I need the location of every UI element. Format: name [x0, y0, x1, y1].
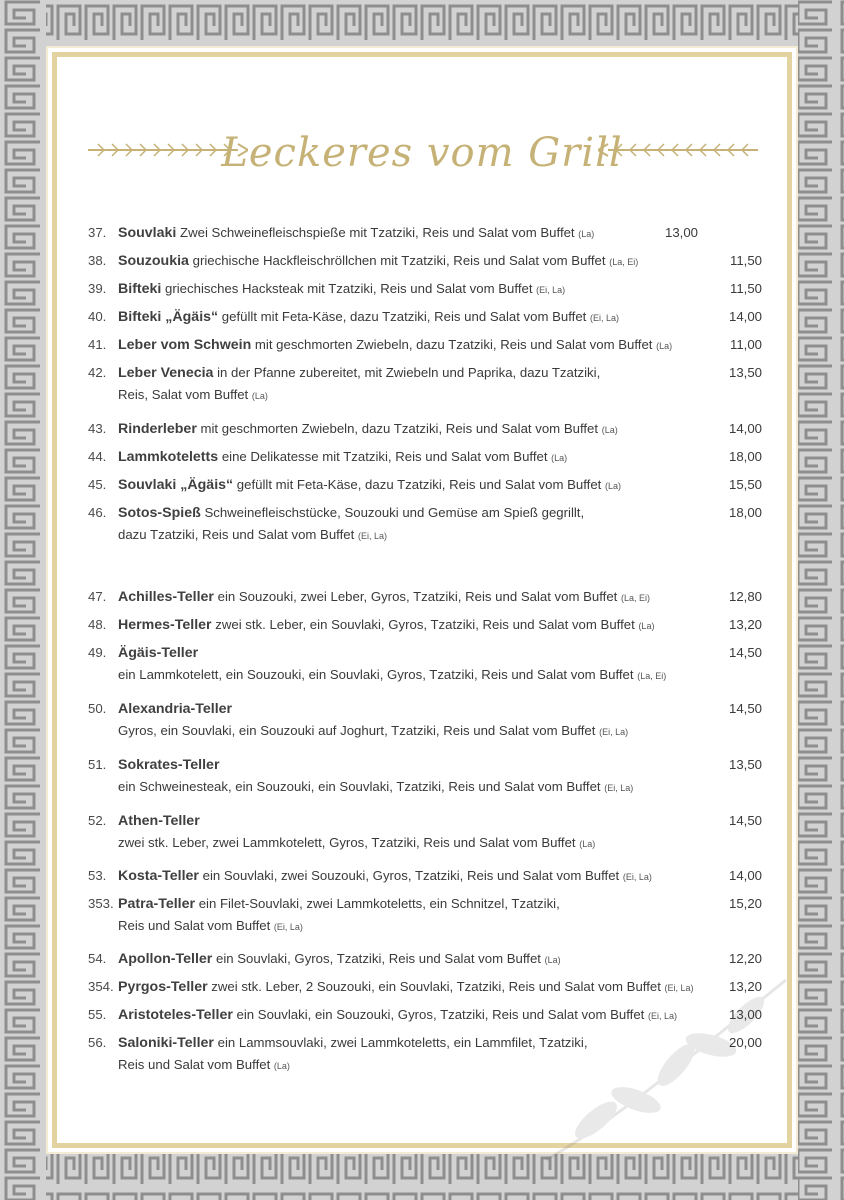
item-description-line2: zwei stk. Leber, zwei Lammkotelett, Gyros, Tzatziki, Reis und Salat vom Buffet [118, 835, 576, 850]
item-number: 45. [88, 477, 107, 492]
item-price: 15,50 [728, 477, 762, 492]
item-description-line2: Gyros, ein Souvlaki, ein Souzouki auf Joghurt, Tzatziki, Reis und Salat vom Buffet [118, 723, 596, 738]
menu-item [88, 642, 762, 687]
item-number: 40. [88, 309, 107, 324]
item-name: Athen-Teller [118, 813, 200, 829]
item-name: Apollon-Teller [118, 951, 213, 967]
item-name: Hermes-Teller [118, 617, 212, 633]
item-allergens: (Ei, La) [604, 783, 634, 793]
item-price: 11,50 [729, 253, 762, 268]
item-description: Schweinefleischstücke, Souzouki und Gemüse am Spieß gegrillt, [204, 505, 585, 520]
item-allergens: (La, Ei) [609, 257, 639, 267]
menu-item [88, 250, 762, 273]
item-allergens: (Ei, La) [622, 872, 652, 882]
item-allergens: (La) [638, 621, 655, 631]
item-allergens: (Ei, La) [357, 531, 387, 541]
item-number: 37. [88, 225, 107, 240]
menu-item [88, 976, 762, 999]
item-description-line2: Reis und Salat vom Buffet [118, 1057, 271, 1072]
menu-item [88, 474, 762, 497]
item-number: 51. [88, 757, 107, 772]
menu-item [88, 865, 762, 888]
menu-item [88, 893, 762, 938]
arrow-ornament-left-icon [88, 140, 248, 160]
item-number: 46. [88, 505, 107, 520]
item-name: Rinderleber [118, 421, 197, 437]
menu-item [88, 502, 762, 547]
item-number: 43. [88, 421, 107, 436]
item-description: eine Delikatesse mit Tzatziki, Reis und Salat vom Buffet [221, 449, 548, 464]
item-description: mit geschmorten Zwiebeln, dazu Tzatziki, Reis und Salat vom Buffet [200, 421, 599, 436]
item-price: 14,50 [728, 701, 762, 716]
item-allergens: (Ei, La) [536, 285, 566, 295]
menu-item [88, 1004, 762, 1027]
item-allergens: (La) [551, 453, 568, 463]
item-description: zwei stk. Leber, 2 Souzouki, ein Souvlaki, Tzatziki, Reis und Salat vom Buffet [211, 979, 661, 994]
item-price: 14,00 [728, 421, 762, 436]
item-name: Ägäis-Teller [118, 645, 199, 661]
item-name: Souzoukia [118, 253, 189, 269]
menu-item [88, 446, 762, 469]
item-description: zwei stk. Leber, ein Souvlaki, Gyros, Tzatziki, Reis und Salat vom Buffet [215, 617, 635, 632]
item-name: Souvlaki [118, 225, 177, 241]
item-allergens: (La, Ei) [621, 593, 651, 603]
item-allergens: (Ei, La) [648, 1011, 678, 1021]
item-description: griechisches Hacksteak mit Tzatziki, Reis und Salat vom Buffet [165, 281, 533, 296]
item-price: 14,00 [728, 868, 762, 883]
item-description: ein Souvlaki, zwei Souzouki, Gyros, Tzatziki, Reis und Salat vom Buffet [202, 868, 620, 883]
menu-item [88, 362, 762, 407]
item-price: 12,80 [728, 589, 762, 604]
menu-item [88, 306, 762, 329]
item-description-line2: dazu Tzatziki, Reis und Salat vom Buffet [118, 527, 355, 542]
item-name: Bifteki „Ägäis“ [118, 309, 219, 325]
item-number: 47. [88, 589, 107, 604]
item-price: 13,20 [728, 979, 762, 994]
item-description: gefüllt mit Feta-Käse, dazu Tzatziki, Reis und Salat vom Buffet [236, 477, 602, 492]
menu-item [88, 222, 698, 245]
item-allergens: (La) [273, 1061, 290, 1071]
item-allergens: (La) [605, 481, 622, 491]
item-name: Lammkoteletts [118, 449, 219, 465]
item-description: mit geschmorten Zwiebeln, dazu Tzatziki, Reis und Salat vom Buffet [254, 337, 653, 352]
menu-item [88, 278, 762, 301]
item-price: 15,20 [728, 896, 762, 911]
item-price: 13,20 [728, 617, 762, 632]
item-name: Souvlaki „Ägäis“ [118, 477, 234, 493]
item-price: 11,00 [729, 337, 762, 352]
menu-item [88, 334, 762, 357]
item-price: 13,00 [664, 225, 698, 240]
item-name: Pyrgos-Teller [118, 979, 208, 995]
menu-item [88, 754, 762, 799]
item-price: 20,00 [728, 1035, 762, 1050]
item-description-line2: ein Schweinesteak, ein Souzouki, ein Souvlaki, Tzatziki, Reis und Salat vom Buffet [118, 779, 601, 794]
item-name: Aristoteles-Teller [118, 1007, 233, 1023]
item-allergens: (La) [579, 839, 596, 849]
item-description: in der Pfanne zubereitet, mit Zwiebeln und Paprika, dazu Tzatziki, [217, 365, 601, 380]
item-name: Kosta-Teller [118, 868, 199, 884]
menu-item [88, 614, 762, 637]
item-allergens: (La) [578, 229, 595, 239]
item-allergens: (Ei, La) [599, 727, 629, 737]
item-name: Leber vom Schwein [118, 337, 252, 353]
arrow-ornament-right-icon [598, 140, 758, 160]
item-description: ein Filet-Souvlaki, zwei Lammkoteletts, ein Schnitzel, Tzatziki, [198, 896, 560, 911]
item-description: Zwei Schweinefleischspieße mit Tzatziki, Reis und Salat vom Buffet [180, 225, 575, 240]
item-price: 14,50 [728, 645, 762, 660]
item-price: 18,00 [728, 505, 762, 520]
item-number: 50. [88, 701, 107, 716]
item-allergens: (La, Ei) [637, 671, 667, 681]
item-number: 54. [88, 951, 107, 966]
item-number: 52. [88, 813, 107, 828]
item-description: ein Souvlaki, Gyros, Tzatziki, Reis und Salat vom Buffet [216, 951, 541, 966]
item-allergens: (La) [656, 341, 673, 351]
item-price: 14,50 [728, 813, 762, 828]
item-name: Bifteki [118, 281, 162, 297]
item-price: 14,00 [728, 309, 762, 324]
item-price: 12,20 [728, 951, 762, 966]
item-description-line2: ein Lammkotelett, ein Souzouki, ein Souvlaki, Gyros, Tzatziki, Reis und Salat vom Buffet [118, 667, 634, 682]
menu-item [88, 1032, 762, 1077]
menu-item [88, 418, 762, 441]
item-number: 55. [88, 1007, 107, 1022]
item-number: 44. [88, 449, 107, 464]
item-number: 56. [88, 1035, 107, 1050]
item-allergens: (La) [251, 391, 268, 401]
item-number: 353. [88, 896, 114, 911]
item-number: 38. [88, 253, 107, 268]
item-number: 49. [88, 645, 107, 660]
item-number: 42. [88, 365, 107, 380]
item-name: Achilles-Teller [118, 589, 214, 605]
item-price: 13,50 [728, 365, 762, 380]
item-number: 39. [88, 281, 107, 296]
menu-item [88, 586, 762, 609]
page-title: Leckeres vom Grill [221, 130, 623, 176]
item-description: ein Souzouki, zwei Leber, Gyros, Tzatziki, Reis und Salat vom Buffet [217, 589, 618, 604]
item-price: 13,50 [728, 757, 762, 772]
item-description-line2: Reis, Salat vom Buffet [118, 387, 249, 402]
item-allergens: (Ei, La) [590, 313, 620, 323]
item-number: 48. [88, 617, 107, 632]
item-name: Patra-Teller [118, 896, 196, 912]
item-number: 53. [88, 868, 107, 883]
item-name: Leber Venecia [118, 365, 214, 381]
item-name: Saloniki-Teller [118, 1035, 214, 1051]
item-description: griechische Hackfleischröllchen mit Tzatziki, Reis und Salat vom Buffet [192, 253, 606, 268]
item-price: 18,00 [728, 449, 762, 464]
item-price: 11,50 [729, 281, 762, 296]
menu-item [88, 948, 762, 971]
item-name: Sokrates-Teller [118, 757, 220, 773]
item-price: 13,00 [728, 1007, 762, 1022]
item-allergens: (La) [601, 425, 618, 435]
item-allergens: (Ei, La) [664, 983, 694, 993]
menu-item [88, 810, 762, 855]
item-allergens: (La) [544, 955, 561, 965]
item-description-line2: Reis und Salat vom Buffet [118, 918, 271, 933]
item-number: 41. [88, 337, 107, 352]
item-allergens: (Ei, La) [273, 922, 303, 932]
item-description: ein Souvlaki, ein Souzouki, Gyros, Tzatziki, Reis und Salat vom Buffet [236, 1007, 645, 1022]
item-name: Alexandria-Teller [118, 701, 233, 717]
item-name: Sotos-Spieß [118, 505, 201, 521]
item-description: gefüllt mit Feta-Käse, dazu Tzatziki, Reis und Salat vom Buffet [221, 309, 587, 324]
menu-item [88, 698, 762, 743]
item-number: 354. [88, 979, 114, 994]
item-description: ein Lammsouvlaki, zwei Lammkoteletts, ein Lammfilet, Tzatziki, [217, 1035, 588, 1050]
title-area [60, 118, 784, 188]
